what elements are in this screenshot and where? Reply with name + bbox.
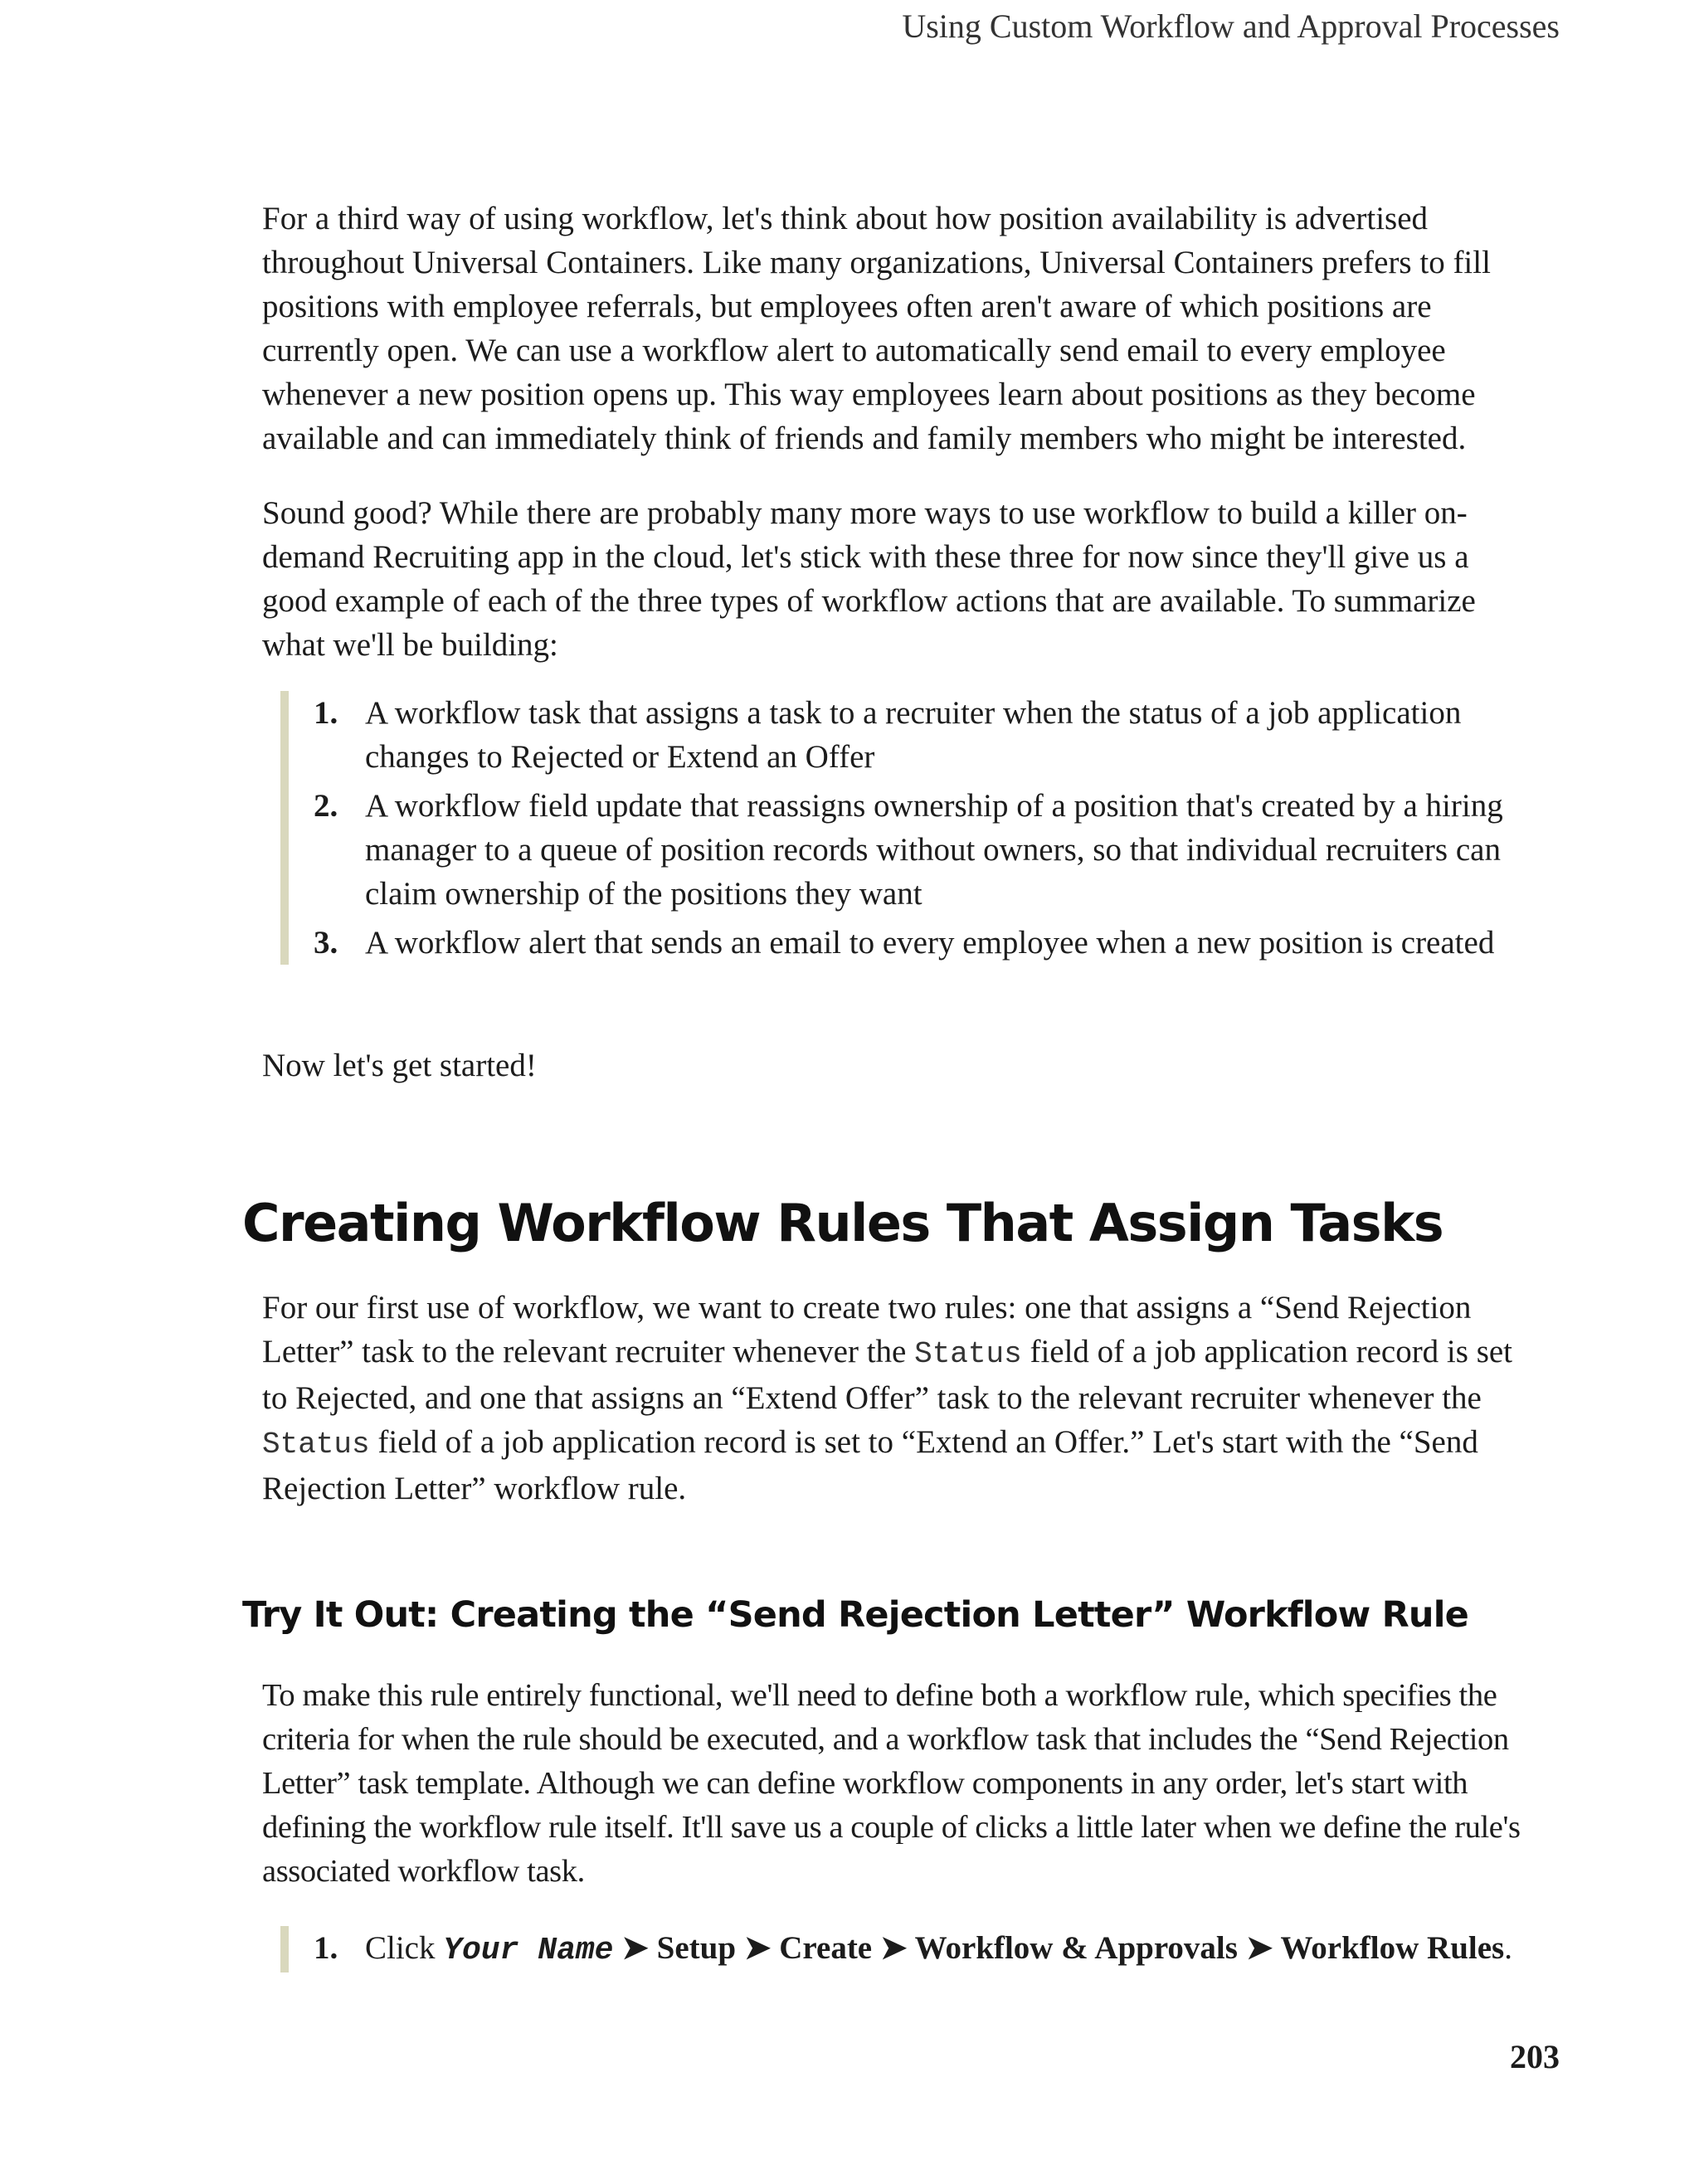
intro-paragraph-1: For a third way of using workflow, let's think about how position availability is advertised throughout Universal Containers. Like many organizations, Universal Containers prefers to fill positions with employee referrals, but employees often aren't aware of which positions are currently open. We can use a workflow alert to automatically send email to every employee whenever a new position opens up. This way employees learn about positions as they become available and can immediately think of friends and family members who might be interested.: [262, 201, 1491, 456]
list-item-text: A workflow alert that sends an email to every employee when a new position is created: [365, 925, 1495, 961]
menu-path-workflow-rules: Workflow Rules: [1280, 1930, 1505, 1966]
list-item-text: A workflow field update that reassigns ownership of a position that's created by a hiring manager to a queue of position records without owners, so that individual recruiters can claim ownership of the positions they want: [365, 788, 1503, 912]
list-item-text: A workflow task that assigns a task to a recruiter when the status of a job application changes to Rejected or Extend an Offer: [365, 695, 1462, 775]
closing-line: Now let's get started!: [262, 1048, 537, 1083]
list-item: [289, 921, 1533, 965]
menu-path-create: Create: [779, 1930, 873, 1966]
step-period: .: [1504, 1930, 1512, 1966]
summary-list: [280, 691, 1533, 965]
your-name-token: Your Name: [443, 1933, 614, 1968]
intro-paragraph-2: Sound good? While there are probably many more ways to use workflow to build a killer on-demand Recruiting app in the cloud, let's stick with these three for now since they'll give us a good example of each of the three types of workflow actions that are available. To summarize what we'll be building:: [262, 495, 1476, 663]
step-click-text: Click: [365, 1930, 444, 1966]
status-field-code: Status: [262, 1428, 370, 1462]
step-number: 1.: [314, 1930, 338, 1966]
menu-path-workflow-approvals: Workflow & Approvals: [914, 1930, 1238, 1966]
menu-arrow: ➤: [613, 1930, 657, 1966]
section-heading: Creating Workflow Rules That Assign Tasks: [242, 1193, 1443, 1253]
sub-paragraph: To make this rule entirely functional, we'll need to define both a workflow rule, which specifies the criteria for when the rule should be executed, and a workflow task that includes the “Send Rejection Letter” task template. Although we can define workflow components in any order, let's start with defining the workflow rule itself. It'll save us a couple of clicks a little later when we define the rule's associated workflow task.: [262, 1678, 1521, 1889]
step-item: [289, 1926, 1533, 1972]
running-head: Using Custom Workflow and Approval Processes: [902, 7, 1560, 45]
section-paragraph: [262, 1286, 1523, 1510]
menu-path-setup: Setup: [656, 1930, 737, 1966]
sub-heading: Try It Out: Creating the “Send Rejection Letter” Workflow Rule: [242, 1594, 1468, 1636]
list-number: 2.: [314, 788, 338, 824]
status-field-code: Status: [914, 1337, 1022, 1371]
menu-arrow: ➤: [872, 1930, 915, 1966]
list-number: 1.: [314, 695, 338, 731]
paragraph-text: For our first use of workflow, we want to create two rules: one that assigns a “Send Rejection Letter” task to the relevant recruiter whenever the: [262, 1290, 1472, 1369]
page-number: 203: [1510, 2038, 1560, 2075]
list-item: [289, 691, 1533, 779]
menu-arrow: ➤: [736, 1930, 780, 1966]
menu-arrow: ➤: [1237, 1930, 1281, 1966]
list-item: [289, 784, 1533, 916]
paragraph-text: field of a job application record is set to Rejected, and one that assigns an “Extend Offer” task to the relevant recruiter whenever the: [262, 1334, 1513, 1416]
step-list: [280, 1926, 1533, 1972]
paragraph-text: field of a job application record is set to “Extend an Offer.” Let's start with the “Send Rejection Letter” workflow rule.: [262, 1424, 1478, 1506]
list-number: 3.: [314, 925, 338, 961]
